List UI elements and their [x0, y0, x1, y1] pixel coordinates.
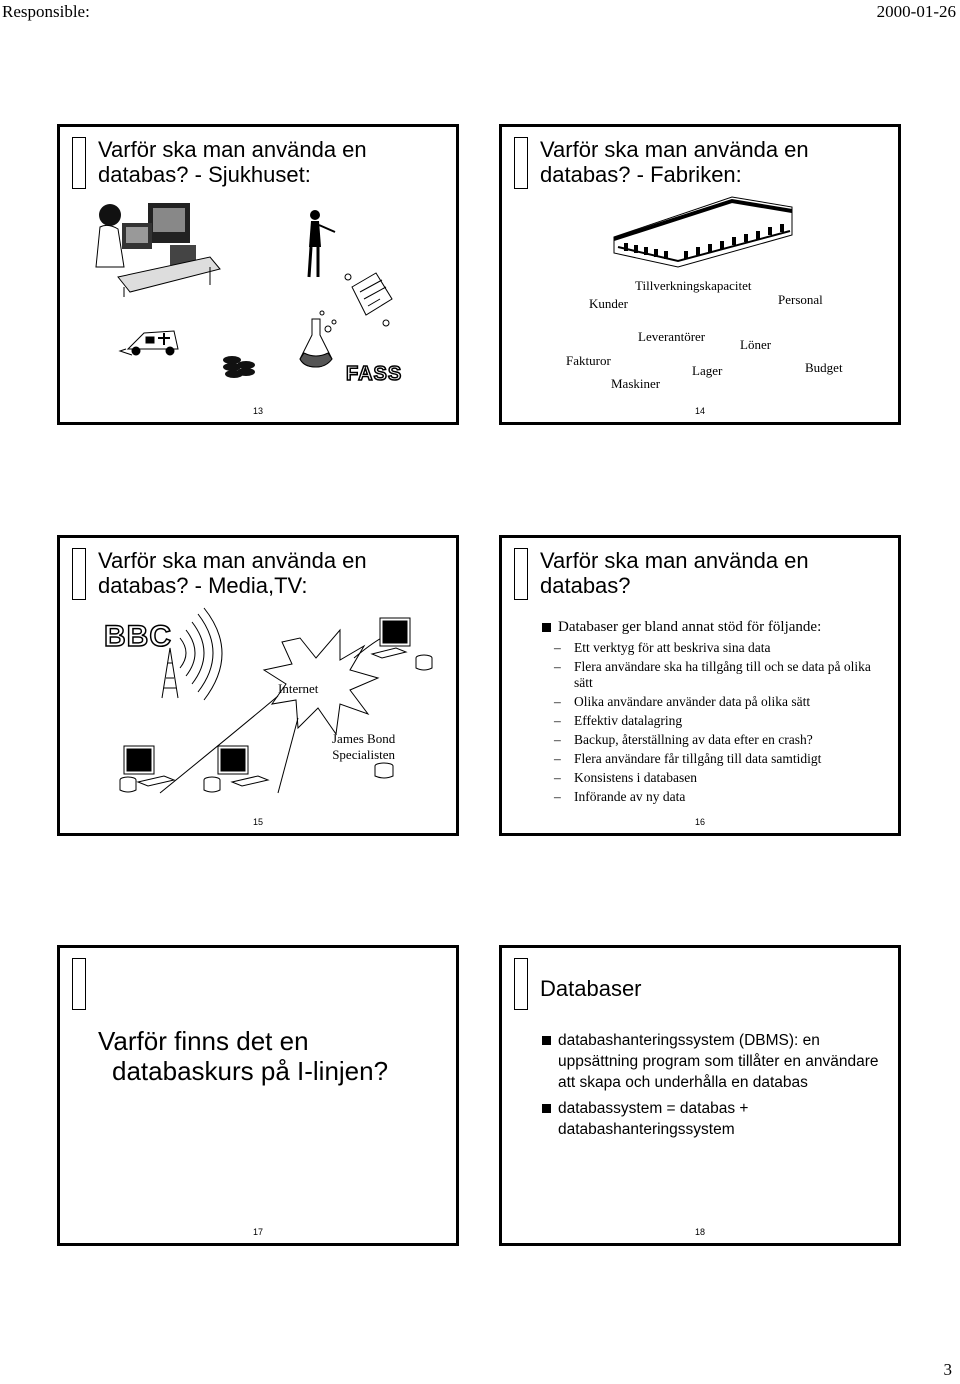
title-bar-decoration — [72, 958, 86, 1010]
sub-item: – Flera användare får tillgång till data samtidigt — [554, 751, 822, 766]
label-lager: Lager — [692, 363, 723, 378]
slide-number: 17 — [252, 1227, 263, 1237]
computer-icon — [204, 746, 268, 792]
sub-item: – Backup, återställning av data efter en crash? — [554, 732, 813, 747]
slide-number: 18 — [694, 1227, 705, 1237]
bullet-list — [540, 618, 890, 805]
coin-stack-illustration — [223, 356, 255, 378]
sub-item: – Effektiv datalagring — [554, 713, 683, 728]
label-loner: Löner — [740, 337, 772, 352]
slide-17 — [57, 945, 459, 1246]
slide-title: Varför ska man använda en databas? - Fabriken: — [540, 137, 809, 187]
slide-title: Varför ska man använda en databas? - Sjukhuset: — [98, 137, 367, 187]
ambulance-illustration — [120, 331, 178, 355]
bullet-item: databashanteringssystem (DBMS): en uppsättning program som tillåter en användare att skapa och underhålla en databas — [540, 1030, 890, 1093]
bbc-logo: BBC — [104, 620, 172, 653]
clipboard-illustration — [345, 273, 392, 326]
bullet-item: databassystem = databas + databashanteringssystem — [540, 1098, 890, 1140]
slide-title: Databaser — [540, 976, 642, 1001]
slide-14 — [499, 124, 901, 425]
connection-line — [278, 718, 298, 793]
page-number: 3 — [943, 1360, 952, 1379]
slide-title: Varför ska man använda en databas? — [540, 548, 809, 598]
label-fakturor: Fakturor — [566, 353, 611, 368]
fass-logo: FASS — [346, 363, 403, 385]
bullet-square-icon — [542, 1104, 551, 1113]
standing-person-illustration — [309, 210, 335, 277]
bullet-list — [540, 1030, 890, 1145]
label-personal: Personal — [778, 292, 823, 307]
computer-icon — [372, 618, 432, 670]
sub-item: – Flera användare ska ha tillgång till och se data på olika sätt — [554, 659, 871, 690]
chemistry-flask-illustration — [300, 311, 336, 367]
label-james-bond-specialisten: James Bond Specialisten — [332, 731, 396, 762]
slide-number: 13 — [252, 406, 263, 416]
slide-number: 14 — [694, 406, 705, 416]
title-bar-decoration — [514, 958, 528, 1010]
slide-16 — [499, 535, 901, 836]
bullet-square-icon — [542, 623, 551, 632]
slide-15 — [57, 535, 459, 836]
sub-item: – Ett verktyg för att beskriva sina data — [554, 640, 771, 655]
slide-18 — [499, 945, 901, 1246]
label-maskiner: Maskiner — [611, 376, 661, 391]
database-cylinder-icon — [375, 763, 393, 778]
header-responsible: Responsible: — [2, 2, 90, 21]
slide-title: Varför ska man använda en databas? - Media,TV: — [98, 548, 367, 598]
bullet-square-icon — [542, 1036, 551, 1045]
label-kunder: Kunder — [589, 296, 628, 311]
label-tillverkningskapacitet: Tillverkningskapacitet — [635, 278, 752, 293]
bullet-item: Databaser ger bland annat stöd för följande: — [540, 618, 890, 637]
sub-item: – Införande av ny data — [554, 789, 686, 804]
label-leverantorer: Leverantörer — [638, 329, 706, 344]
slide-13 — [57, 124, 459, 425]
header-date: 2000-01-26 — [876, 2, 956, 21]
computer-icon — [120, 746, 174, 792]
media-network-diagram — [60, 538, 456, 833]
label-budget: Budget — [805, 360, 843, 375]
title-bar-decoration — [514, 548, 528, 600]
slide-title: Varför finns det en databaskurs på I-linjen? — [98, 1026, 389, 1086]
slide-number: 15 — [252, 817, 263, 827]
sub-item: – Konsistens i databasen — [554, 770, 697, 785]
label-internet: Internet — [278, 681, 319, 696]
doctor-with-monitors-illustration — [96, 203, 220, 297]
slide-number: 16 — [694, 817, 705, 827]
sub-item: – Olika användare använder data på olika sätt — [554, 694, 811, 709]
